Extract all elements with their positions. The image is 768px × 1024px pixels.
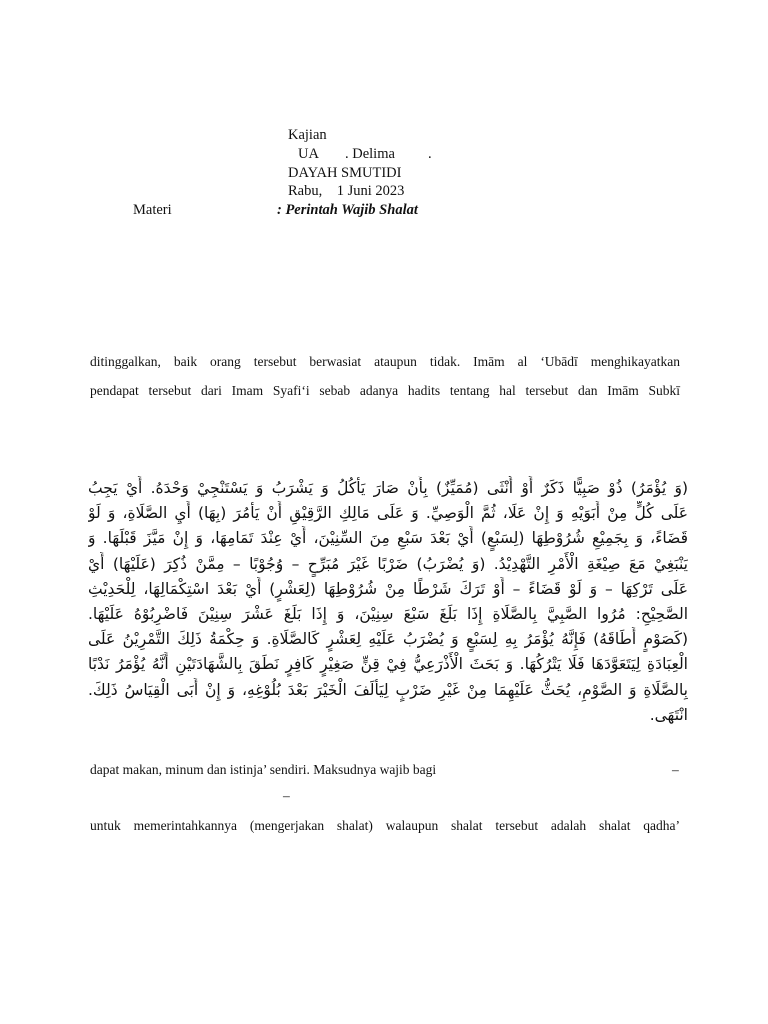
- paragraph-1-line-2: pendapat tersebut dari Imam Syafi‘i sebab adanya hadits tentang hal tersebut dan Imām Subkī: [90, 383, 680, 398]
- header-delima-dot: .: [428, 146, 432, 162]
- arabic-line: عَلَى تَرْكِهَا – وَ لَوْ قَضَاءً – أَوْ تَرَكَ شَرْطًا مِنْ شُرُوْطِهَا (لِعَشْرٍ) أَيْ بَعْدَ اسْتِكْمَالِهَا، لِلْحَدِيْثِ: [88, 579, 688, 598]
- arabic-text-block: [88, 476, 688, 728]
- arabic-line: بِالصَّلَاةِ وَ الصَّوْمِ، يُحَثُّ عَلَيْهِمَا مِنْ غَيْرِ ضَرْبٍ لِيَأْلَفَ الْخَيْرَ بَعْدَ بُلُوْغِهِ، وَ إِنْ أَبَى الْقِيَاسُ ذَلِكَ.: [88, 680, 688, 699]
- header-delima: . Delima: [345, 146, 395, 162]
- arabic-line-final: انْتَهَى.: [649, 705, 688, 724]
- arabic-line: عَلَى كُلٍّ مِنْ أَبَوَيْهِ وَ إِنْ عَلَا، ثُمَّ الْوَصِيِّ. وَ عَلَى مَالِكِ الرَّقِيْقِ أَنْ يَأْمُرَ (بِهَا) أَيِ الصَّلَاةِ، وَ لَوْ: [88, 504, 688, 523]
- arabic-line: (وَ يُؤْمَرُ) ذُوْ صَبِيًّا ذَكَرٌ أَوْ أُنْثَى (مُمَيِّزٌ) بِأَنْ صَارَ يَأْكُلُ وَ يَشْرَبُ وَ يَسْتَنْجِيْ وَحْدَهُ. أَيْ يَجِبُ: [88, 479, 688, 497]
- arabic-line: الصَّحِيْحِ: مُرُوا الصَّبِيَّ بِالصَّلَاةِ إِذَا بَلَغَ سَبْعَ سِنِيْنَ، وَ إِذَا بَلَغَ عَشْرَ سِنِيْنَ فَاضْرِبُوْهُ عَلَيْهَا.: [88, 604, 688, 623]
- header-ua: UA: [298, 146, 319, 162]
- arabic-line: (كَصَوْمٍ أَطَاقَهُ) فَإِنَّهُ يُؤْمَرُ بِهِ لِسَبْعٍ وَ يُضْرَبُ عَلَيْهِ لِعَشْرٍ كَالصَّلَاةِ. وَ حِكْمَةُ ذَلِكَ التَّمْرِيْنُ عَلَى: [88, 630, 688, 649]
- paragraph-3-line-1: untuk memerintahkannya (mengerjakan shalat) walaupun shalat tersebut adalah shalat qadha’: [90, 818, 680, 833]
- paragraph-2-dash-2: –: [283, 788, 290, 803]
- paragraph-1-line-1: ditinggalkan, baik orang tersebut berwasiat ataupun tidak. Imām al ‘Ubādī menghikayatkan: [90, 354, 680, 369]
- materi-label: Materi: [133, 202, 172, 218]
- arabic-line: قَضَاءً، وَ بِجَمِيْعِ شُرُوْطِهَا (لِسَبْعٍ) أَيْ بَعْدَ سَبْعِ مِنَ السِّنِيْنَ، أَيْ عِنْدَ تَمَامِهَا، وَ إِنْ مَيَّزَ قَبْلَهَا. وَ: [88, 529, 688, 548]
- paragraph-2-dash-1: –: [672, 762, 679, 777]
- materi-title: : Perintah Wajib Shalat: [277, 202, 418, 218]
- paragraph-2-line-1: dapat makan, minum dan istinja’ sendiri. Maksudnya wajib bagi: [90, 762, 437, 777]
- header-date: Rabu, 1 Juni 2023: [288, 183, 405, 199]
- arabic-line: الْعِبَادَةِ لِيَتَعَوَّدَهَا فَلَا يَتْرُكُهَا. وَ بَحَثَ الْأَذْرَعِيُّ فِيْ قِنٍّ صَغِيْرٍ كَافِرٍ نَطَقَ بِالشَّهَادَتَيْنِ أَنَّهُ يُؤْمَرُ نَدْبًا: [88, 655, 688, 674]
- header-dayah: DAYAH SMUTIDI: [288, 165, 402, 181]
- arabic-line: يَنْبَغِيْ مَعَ صِيْغَةِ الْأَمْرِ التَّهْدِيْدُ. (وَ يُضْرَبُ) ضَرْبًا غَيْرَ مُبَرِّحٍ – وُجُوْبًا – مِمَّنْ ذُكِرَ (عَلَيْهَا) أَيْ: [88, 554, 688, 573]
- header-kajian: Kajian: [288, 127, 327, 143]
